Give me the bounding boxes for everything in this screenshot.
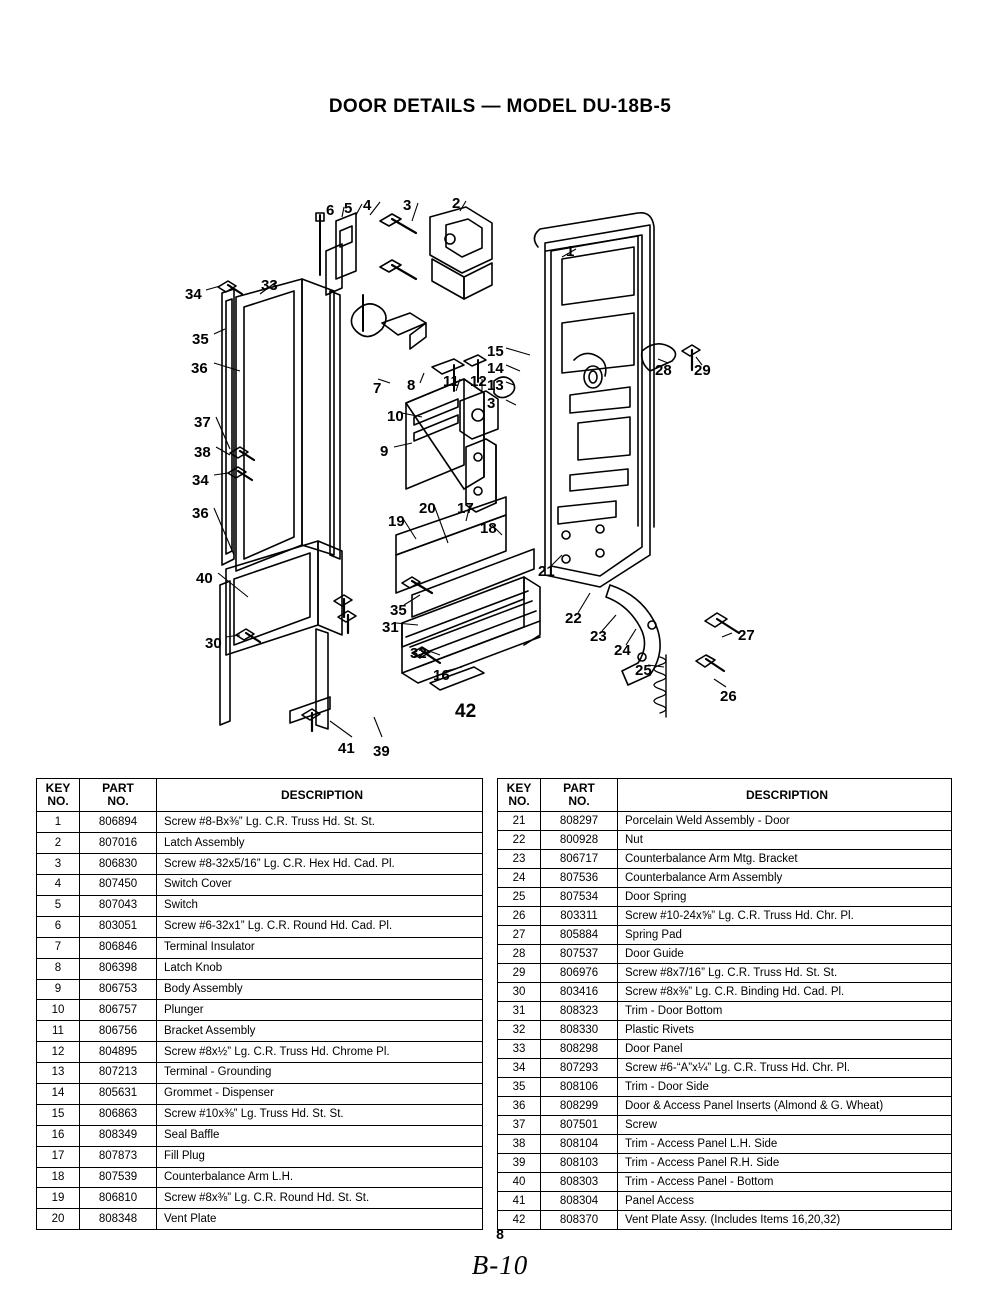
parts-table-right-body [498,812,952,1230]
table-row [498,812,952,831]
header-key-line2: NO. [508,794,530,809]
table-row [37,1146,483,1167]
cell-desc: Counterbalance Arm L.H. [157,1167,483,1188]
table-row [37,1021,483,1042]
callout-42: 42 [455,701,477,722]
cell-desc: Spring Pad [618,926,952,945]
table-row [498,926,952,945]
cell-desc: Trim - Access Panel R.H. Side [618,1154,952,1173]
cell-desc: Screw #8x⅜” Lg. C.R. Binding Hd. Cad. Pl. [618,983,952,1002]
cell-part: 805631 [80,1083,157,1104]
table-row [498,1173,952,1192]
cell-key: 1 [37,812,80,833]
cell-key: 25 [498,888,541,907]
table-row [37,833,483,854]
cell-key: 12 [37,1042,80,1063]
callout-27: 27 [738,627,755,644]
callout-7: 7 [373,380,382,397]
cell-desc: Terminal - Grounding [157,1063,483,1084]
cell-desc: Screw #10-24x⅝” Lg. C.R. Truss Hd. Chr. Pl. [618,907,952,926]
table-row [498,1154,952,1173]
parts-table-left [36,778,483,1230]
table-row [37,1167,483,1188]
callout-34b: 34 [192,472,209,489]
table-row [37,937,483,958]
cell-key: 32 [498,1021,541,1040]
callout-24: 24 [614,642,631,659]
cell-desc: Terminal Insulator [157,937,483,958]
cell-part: 808303 [541,1173,618,1192]
callout-8: 8 [407,377,416,394]
cell-part: 807043 [80,895,157,916]
table-row [498,1192,952,1211]
exploded-diagram [130,155,870,760]
callout-2: 2 [452,195,461,212]
callout-41: 41 [338,740,355,757]
cell-desc: Trim - Access Panel L.H. Side [618,1135,952,1154]
header-part-line1: PART [102,781,134,795]
cell-desc: Door Spring [618,888,952,907]
callout-22: 22 [565,610,582,627]
table-row [37,1104,483,1125]
cell-key: 42 [498,1211,541,1230]
cell-desc: Porcelain Weld Assembly - Door [618,812,952,831]
cell-desc: Panel Access [618,1192,952,1211]
cell-part: 805884 [541,926,618,945]
callout-9: 9 [380,443,389,460]
cell-key: 20 [37,1209,80,1230]
table-row [37,1188,483,1209]
cell-desc: Door & Access Panel Inserts (Almond & G. Wheat) [618,1097,952,1116]
cell-key: 28 [498,945,541,964]
cell-part: 806757 [80,1000,157,1021]
table-row [37,1063,483,1084]
cell-part: 806976 [541,964,618,983]
cell-key: 5 [37,895,80,916]
page-title: DOOR DETAILS — MODEL DU-18B-5 [328,96,672,117]
cell-desc: Grommet - Dispenser [157,1083,483,1104]
cell-part: 806846 [80,937,157,958]
cell-key: 29 [498,964,541,983]
cell-part: 806753 [80,979,157,1000]
table-row [37,979,483,1000]
cell-key: 41 [498,1192,541,1211]
cell-part: 807534 [541,888,618,907]
cell-part: 807450 [80,875,157,896]
cell-desc: Door Panel [618,1040,952,1059]
cell-part: 807873 [80,1146,157,1167]
cell-desc: Trim - Door Side [618,1078,952,1097]
cell-key: 17 [37,1146,80,1167]
table-row [498,1021,952,1040]
callout-15: 15 [487,343,504,360]
cell-key: 26 [498,907,541,926]
parts-tables [36,778,964,1230]
cell-desc: Fill Plug [157,1146,483,1167]
cell-part: 807537 [541,945,618,964]
table-row [498,1040,952,1059]
callout-21: 21 [538,563,555,580]
page-number: 8 [496,1226,504,1242]
cell-part: 806717 [541,850,618,869]
header-key-line1: KEY [45,781,71,795]
cell-desc: Trim - Access Panel - Bottom [618,1173,952,1192]
cell-part: 808297 [541,812,618,831]
cell-key: 34 [498,1059,541,1078]
cell-part: 808299 [541,1097,618,1116]
cell-key: 15 [37,1104,80,1125]
callout-29: 29 [694,362,711,379]
cell-desc: Screw #6-32x1” Lg. C.R. Round Hd. Cad. Pl. [157,916,483,937]
cell-desc: Counterbalance Arm Assembly [618,869,952,888]
page-code: B-10 [471,1250,529,1280]
callout-14: 14 [487,360,504,377]
header-part-no [80,779,157,812]
cell-desc: Bracket Assembly [157,1021,483,1042]
cell-desc: Seal Baffle [157,1125,483,1146]
callout-40: 40 [196,570,213,587]
callout-6: 6 [326,202,335,219]
cell-part: 806756 [80,1021,157,1042]
header-part-line2: NO. [568,794,590,809]
table-row [498,907,952,926]
cell-desc: Vent Plate [157,1209,483,1230]
cell-key: 8 [37,958,80,979]
callout-39: 39 [373,743,390,760]
header-part-line2: NO. [107,794,129,809]
cell-desc: Latch Knob [157,958,483,979]
cell-part: 808103 [541,1154,618,1173]
cell-part: 808323 [541,1002,618,1021]
table-row [37,916,483,937]
cell-part: 808104 [541,1135,618,1154]
callout-30: 30 [205,635,222,652]
callout-36b: 36 [192,505,209,522]
cell-desc: Screw #8x½” Lg. C.R. Truss Hd. Chrome Pl. [157,1042,483,1063]
cell-key: 6 [37,916,80,937]
cell-desc: Screw #8-32x5/16” Lg. C.R. Hex Hd. Cad. Pl. [157,854,483,875]
cell-part: 803311 [541,907,618,926]
cell-desc: Counterbalance Arm Mtg. Bracket [618,850,952,869]
cell-part: 800928 [541,831,618,850]
cell-part: 807539 [80,1167,157,1188]
table-row [498,983,952,1002]
table-row [498,964,952,983]
cell-key: 33 [498,1040,541,1059]
callout-3a: 3 [403,197,412,214]
header-description: DESCRIPTION [618,779,952,812]
table-row [498,945,952,964]
cell-desc: Door Guide [618,945,952,964]
callout-10: 10 [387,408,404,425]
cell-key: 27 [498,926,541,945]
cell-key: 4 [37,875,80,896]
parts-table-left-body [37,812,483,1230]
cell-key: 10 [37,1000,80,1021]
table-row [37,895,483,916]
callout-26: 26 [720,688,737,705]
callout-13: 13 [487,377,504,394]
callout-31: 31 [382,619,399,636]
callout-25: 25 [635,662,652,679]
cell-desc: Plastic Rivets [618,1021,952,1040]
cell-desc: Screw #6-“A”x¼” Lg. C.R. Truss Hd. Chr. Pl. [618,1059,952,1078]
cell-part: 806810 [80,1188,157,1209]
table-header-row [498,779,952,812]
cell-key: 37 [498,1116,541,1135]
cell-key: 22 [498,831,541,850]
header-key-no [498,779,541,812]
callout-23: 23 [590,628,607,645]
table-row [37,1042,483,1063]
cell-key: 14 [37,1083,80,1104]
callout-38: 38 [194,444,211,461]
cell-desc: Vent Plate Assy. (Includes Items 16,20,32) [618,1211,952,1230]
callout-18: 18 [480,520,497,537]
callout-17: 17 [457,500,474,517]
cell-desc: Screw #8x7/16” Lg. C.R. Truss Hd. St. St. [618,964,952,983]
header-description: DESCRIPTION [157,779,483,812]
cell-key: 39 [498,1154,541,1173]
table-row [498,850,952,869]
cell-desc: Screw [618,1116,952,1135]
header-part-no [541,779,618,812]
cell-part: 808348 [80,1209,157,1230]
cell-key: 3 [37,854,80,875]
cell-key: 11 [37,1021,80,1042]
header-key-no [37,779,80,812]
cell-part: 806830 [80,854,157,875]
callout-35a: 35 [192,331,209,348]
callout-35b: 35 [390,602,407,619]
cell-key: 16 [37,1125,80,1146]
header-key-line2: NO. [47,794,69,809]
cell-part: 808349 [80,1125,157,1146]
cell-part: 808298 [541,1040,618,1059]
table-row [37,958,483,979]
cell-key: 21 [498,812,541,831]
cell-part: 806863 [80,1104,157,1125]
callout-28: 28 [655,362,672,379]
parts-table-right [497,778,952,1230]
cell-key: 35 [498,1078,541,1097]
cell-desc: Screw #8x⅜” Lg. C.R. Round Hd. St. St. [157,1188,483,1209]
cell-desc: Latch Assembly [157,833,483,854]
callout-34a: 34 [185,286,202,303]
cell-desc: Switch Cover [157,875,483,896]
cell-key: 31 [498,1002,541,1021]
cell-part: 808106 [541,1078,618,1097]
cell-part: 806398 [80,958,157,979]
cell-key: 38 [498,1135,541,1154]
cell-part: 803416 [541,983,618,1002]
cell-part: 807501 [541,1116,618,1135]
exploded-diagram-svg [130,155,870,755]
table-row [498,1059,952,1078]
table-row [37,1083,483,1104]
table-row [498,1097,952,1116]
cell-key: 9 [37,979,80,1000]
header-key-line1: KEY [506,781,532,795]
cell-key: 2 [37,833,80,854]
table-row [37,875,483,896]
table-row [498,831,952,850]
cell-key: 40 [498,1173,541,1192]
cell-part: 807536 [541,869,618,888]
callout-19: 19 [388,513,405,530]
table-row [37,812,483,833]
callout-32: 32 [410,645,427,662]
cell-desc: Trim - Door Bottom [618,1002,952,1021]
callout-36a: 36 [191,360,208,377]
callout-11: 11 [443,373,459,390]
callout-33: 33 [261,277,278,294]
cell-part: 808330 [541,1021,618,1040]
callout-5: 5 [344,200,353,217]
cell-key: 24 [498,869,541,888]
cell-desc: Body Assembly [157,979,483,1000]
callout-16: 16 [433,667,450,684]
cell-key: 19 [37,1188,80,1209]
table-row [498,1002,952,1021]
callout-4: 4 [363,197,372,214]
callout-12: 12 [470,373,487,390]
cell-part: 808370 [541,1211,618,1230]
cell-key: 30 [498,983,541,1002]
cell-key: 18 [37,1167,80,1188]
callout-1: 1 [566,243,575,260]
cell-desc: Plunger [157,1000,483,1021]
table-header-row [37,779,483,812]
table-row [37,1000,483,1021]
callout-37: 37 [194,414,211,431]
table-row [498,888,952,907]
cell-part: 806894 [80,812,157,833]
table-row [498,1116,952,1135]
callout-20: 20 [419,500,436,517]
cell-part: 803051 [80,916,157,937]
cell-desc: Screw #10x⅜” Lg. Truss Hd. St. St. [157,1104,483,1125]
table-row [498,869,952,888]
callout-3b: 3 [487,395,496,412]
cell-part: 804895 [80,1042,157,1063]
cell-part: 807016 [80,833,157,854]
table-row [498,1078,952,1097]
cell-desc: Nut [618,831,952,850]
table-row [498,1135,952,1154]
cell-desc: Switch [157,895,483,916]
cell-key: 23 [498,850,541,869]
cell-part: 807293 [541,1059,618,1078]
cell-part: 808304 [541,1192,618,1211]
table-row [37,854,483,875]
cell-key: 7 [37,937,80,958]
cell-desc: Screw #8-Bx⅜” Lg. C.R. Truss Hd. St. St. [157,812,483,833]
header-part-line1: PART [563,781,595,795]
cell-key: 13 [37,1063,80,1084]
table-row [37,1125,483,1146]
cell-key: 36 [498,1097,541,1116]
cell-part: 807213 [80,1063,157,1084]
